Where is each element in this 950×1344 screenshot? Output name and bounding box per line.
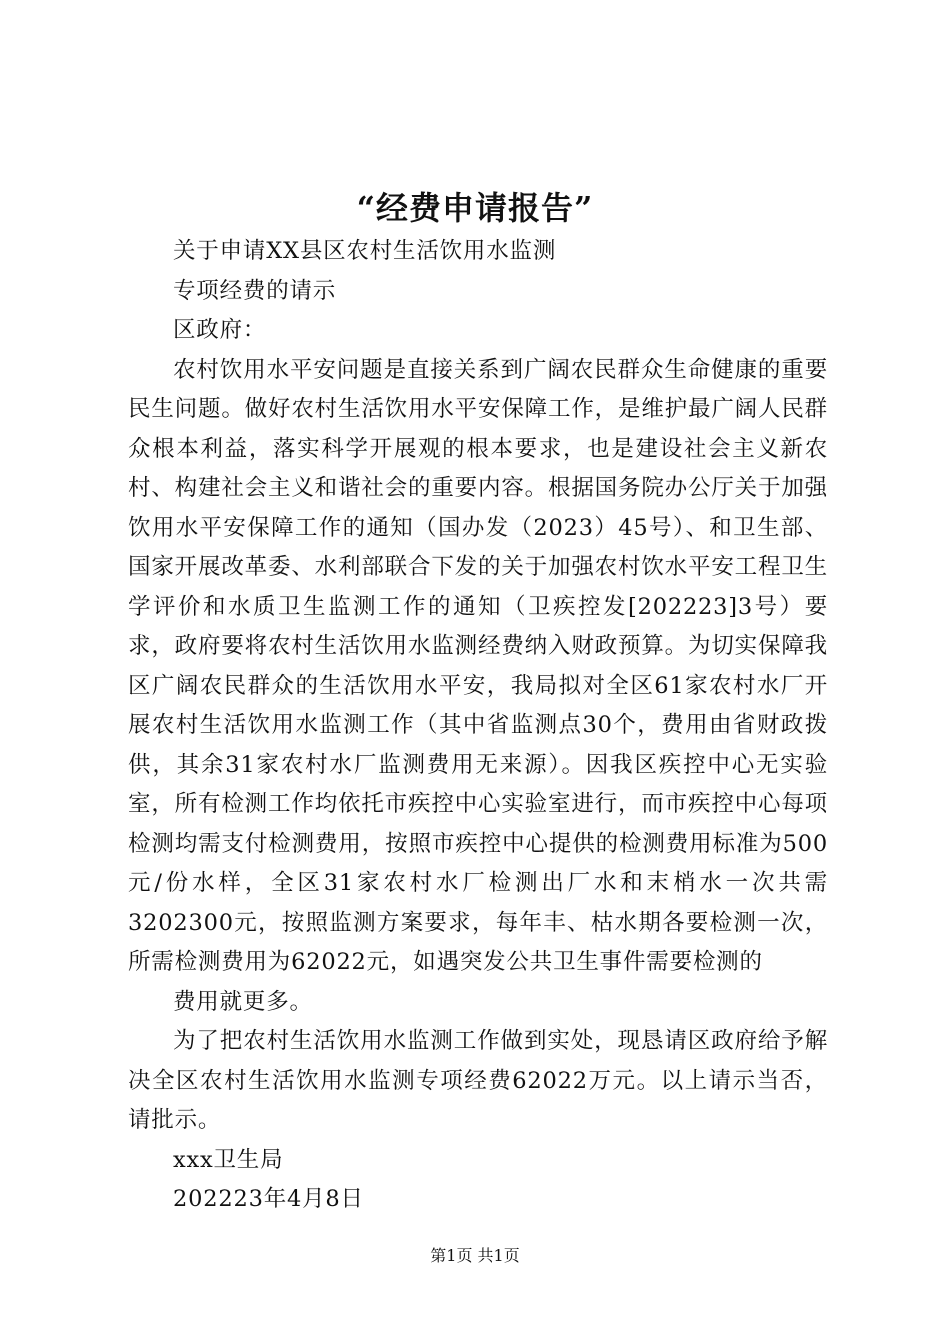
request-subject-line-1: 关于申请XX县区农村生活饮用水监测 — [173, 238, 557, 264]
document-body — [128, 232, 828, 1220]
signature-date: 202223年4月8日 — [173, 1186, 364, 1212]
main-paragraph: 农村饮用水平安问题是直接关系到广阔农民群众生命健康的重要民生问题。做好农村生活饮用水平安保障工作，是维护最广阔人民群众根本利益，落实科学开展观的根本要求，也是建设社会主义新农村、构建社会主义和谐社会的重要内容。根据国务院办公厅关于加强饮用水平安保障工作的通知（国办发（2023）45号）、和卫生部、国家开展改革委、水利部联合下发的关于加强农村饮水平安工程卫生学评价和水质卫生监测工作的通知（卫疾控发[202223]3号）要求，政府要将农村生活饮用水监测经费纳入财政预算。为切实保障我区广阔农民群众的生活饮用水平安，我局拟对全区61家农村水厂开展农村生活饮用水监测工作（其中省监测点30个，费用由省财政拨供，其余31家农村水厂监测费用无来源）。因我区疾控中心无实验室，所有检测工作均依托市疾控中心实验室进行，而市疾控中心每项检测均需支付检测费用，按照市疾控中心提供的检测费用标准为500元/份水样，全区31家农村水厂检测出厂水和末梢水一次共需3202300元，按照监测方案要求，每年丰、枯水期各要检测一次，所需检测费用为62022元，如遇突发公共卫生事件需要检测的 — [128, 356, 828, 975]
request-paragraph: 为了把农村生活饮用水监测工作做到实处，现恳请区政府给予解决全区农村生活饮用水监测专项经费62022万元。以上请示当否，请批示。 — [128, 1028, 828, 1133]
document-title: “经费申请报告” — [356, 189, 594, 227]
page-footer: 第1页 共1页 — [430, 1246, 520, 1265]
request-subject-line-2: 专项经费的请示 — [173, 277, 337, 304]
addressee: 区政府： — [173, 317, 267, 343]
signature-organization: xxx卫生局 — [173, 1146, 284, 1173]
continuation-paragraph: 费用就更多。 — [173, 988, 313, 1015]
